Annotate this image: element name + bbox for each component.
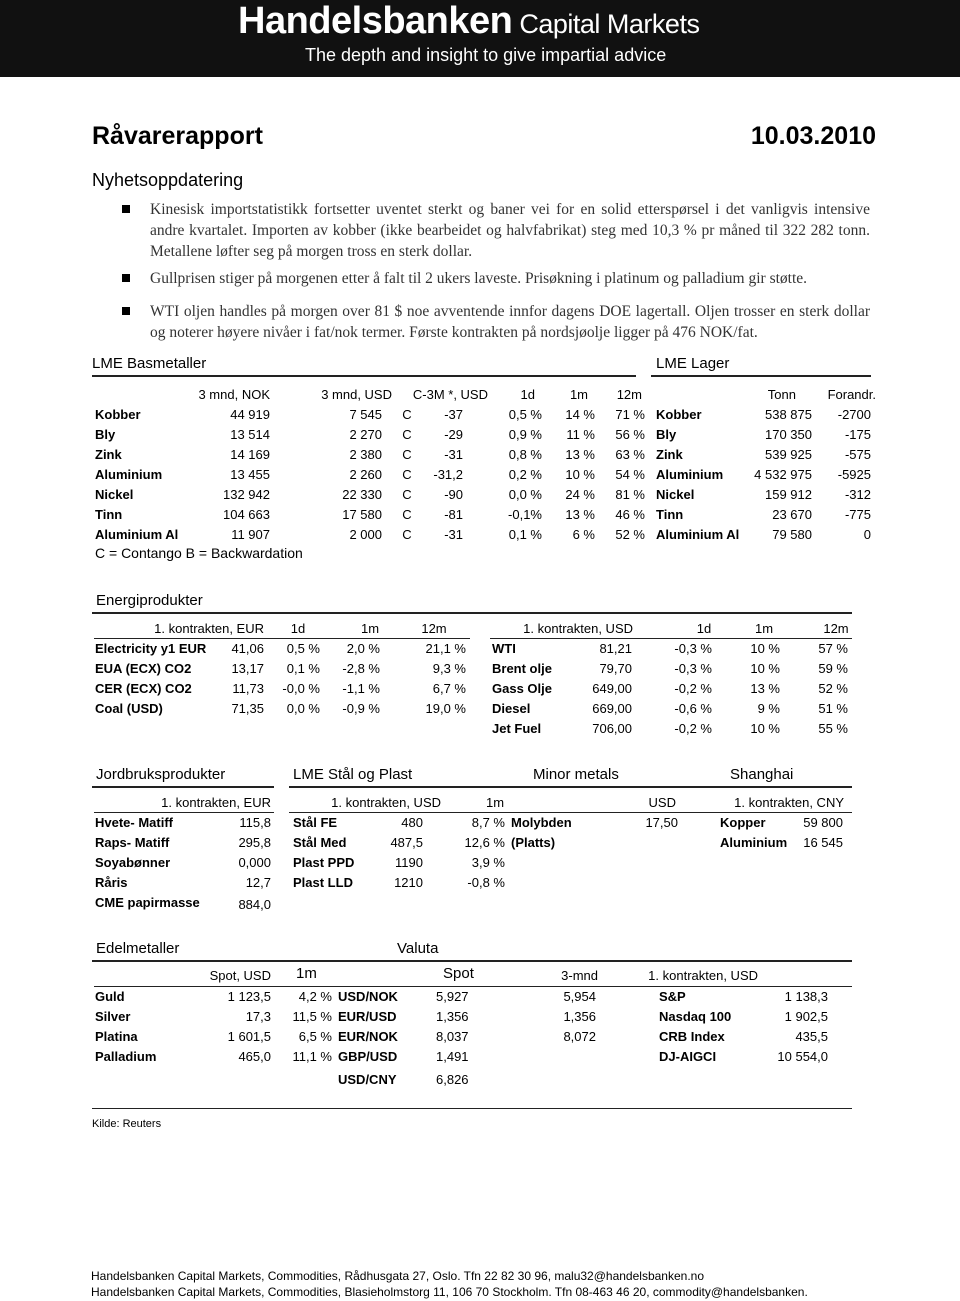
table-cell: 11 %: [566, 427, 595, 442]
table-cell: 5,927: [436, 989, 469, 1004]
table-cell: 59 800: [803, 815, 843, 830]
table-cell: 13 %: [750, 681, 780, 696]
col-header: 3 mnd, USD: [321, 387, 392, 402]
contango-note: C = Contango B = Backwardation: [95, 545, 303, 561]
bullet-icon: [122, 307, 130, 315]
table-cell: 24 %: [565, 487, 595, 502]
row-label: Stål Med: [293, 835, 347, 850]
row-label: Aluminium: [656, 467, 724, 482]
table-cell: 52 %: [818, 681, 848, 696]
table-cell: -29: [444, 427, 463, 442]
table-cell: -31: [444, 447, 463, 462]
row-label: Coal (USD): [95, 701, 163, 716]
table-cell: 1,491: [436, 1049, 469, 1064]
shanghai-title: Shanghai: [730, 766, 794, 783]
section-divider: [335, 960, 852, 962]
table-cell: 487,5: [390, 835, 423, 850]
table-cell: 159 912: [765, 487, 812, 502]
table-cell: -37: [444, 407, 463, 422]
col-header: 1m: [485, 795, 505, 810]
table-cell: -0,1%: [508, 507, 542, 522]
col-header: 1. kontrakten, USD: [523, 621, 633, 636]
row-label: Kopper: [720, 815, 766, 830]
table-cell: 0,5 %: [286, 641, 320, 656]
minor-title: Minor metals: [533, 766, 619, 783]
table-cell: 104 663: [223, 507, 270, 522]
table-cell: 63 %: [615, 447, 645, 462]
table-cell: 17,3: [245, 1009, 271, 1024]
report-date: 10.03.2010: [750, 122, 876, 150]
col-header: 1. kontrakten, USD: [648, 968, 758, 983]
footer-stockholm: Handelsbanken Capital Markets, Commodities, Blasieholmstorg 11, 106 70 Stockholm. Tfn 08-463 46 20, commodity@handelsbanken.: [91, 1285, 808, 1299]
table-cell: 1 601,5: [227, 1029, 271, 1044]
brand-name: Handelsbanken: [238, 0, 513, 42]
table-cell: 0,2 %: [508, 467, 542, 482]
table-cell: 7 545: [349, 407, 382, 422]
row-label: CRB Index: [659, 1029, 725, 1044]
table-cell: C: [402, 507, 412, 522]
col-header: 1m: [569, 387, 588, 402]
table-cell: 11,73: [232, 681, 264, 696]
table-cell: C: [402, 467, 412, 482]
table-cell: 10 554,0: [777, 1049, 828, 1064]
header-banner: [0, 0, 960, 77]
table-cell: 0,8 %: [508, 447, 542, 462]
col-header: 12m: [421, 621, 447, 636]
table-cell: C: [402, 527, 412, 542]
row-label: Aluminium: [720, 835, 788, 850]
source-note: Kilde: Reuters: [92, 1118, 162, 1130]
table-cell: -2700: [837, 407, 871, 422]
table-cell: 1190: [395, 855, 423, 870]
table-cell: 13 514: [230, 427, 270, 442]
bullet-icon: [122, 274, 130, 282]
table-cell: 2 270: [349, 427, 382, 442]
table-cell: 538 875: [765, 407, 812, 422]
table-cell: 9 %: [757, 701, 780, 716]
table-cell: 6 %: [572, 527, 595, 542]
table-cell: 132 942: [223, 487, 270, 502]
lme-lager-title: LME Lager: [656, 355, 730, 372]
table-cell: 79,70: [599, 661, 632, 676]
row-label: WTI: [492, 641, 516, 656]
table-cell: 8,7 %: [471, 815, 505, 830]
brand-logo: [238, 0, 699, 43]
table-cell: -5925: [837, 467, 871, 482]
row-label: Guld: [95, 989, 125, 1004]
table-cell: 295,8: [238, 835, 271, 850]
row-label: Kobber: [95, 407, 141, 422]
row-label: Hvete- Matiff: [95, 815, 174, 830]
col-header: 3-mnd: [561, 968, 598, 983]
row-label: (Platts): [511, 835, 556, 850]
table-cell: 13 %: [565, 447, 595, 462]
report-title: Råvarerapport: [92, 122, 263, 150]
row-label: Zink: [95, 447, 122, 462]
table-cell: 23 670: [772, 507, 812, 522]
row-label: Tinn: [95, 507, 123, 522]
table-cell: -0,6 %: [674, 701, 712, 716]
table-cell: 9,3 %: [432, 661, 466, 676]
section-divider: [289, 786, 852, 788]
table-cell: 12,6 %: [464, 835, 505, 850]
table-cell: 10 %: [750, 721, 780, 736]
row-label: Nickel: [95, 487, 134, 502]
table-cell: 0: [863, 527, 871, 542]
col-header: Tonn: [767, 387, 796, 402]
table-cell: 13 %: [565, 507, 595, 522]
table-cell: 0,9 %: [508, 427, 542, 442]
row-label: EUR/USD: [338, 1009, 397, 1024]
col-header: Forandr.: [827, 387, 876, 402]
table-cell: 8,072: [563, 1029, 596, 1044]
table-cell: C: [402, 427, 412, 442]
table-cell: 17 580: [342, 507, 382, 522]
table-cell: 5,954: [563, 989, 596, 1004]
table-cell: 1,356: [436, 1009, 469, 1024]
table-cell: 14 %: [565, 407, 595, 422]
table-cell: 8,037: [436, 1029, 469, 1044]
row-label: EUR/NOK: [338, 1029, 398, 1044]
row-label: Aluminium: [95, 467, 163, 482]
col-header: C-3M *, USD: [412, 387, 488, 402]
row-label: Nasdaq 100: [659, 1009, 732, 1024]
row-label: DJ-AIGCI: [659, 1049, 717, 1064]
row-label: CER (ECX) CO2: [95, 681, 192, 696]
row-label: Aluminium Al: [95, 527, 179, 542]
table-cell: 54 %: [615, 467, 645, 482]
table-cell: 1 902,5: [784, 1009, 828, 1024]
table-cell: -31,2: [433, 467, 463, 482]
stal-title: LME Stål og Plast: [293, 766, 413, 783]
row-label: USD/NOK: [338, 989, 398, 1004]
edel-title: Edelmetaller: [96, 940, 180, 957]
jordbruk-title: Jordbruksprodukter: [96, 766, 226, 783]
table-cell: 12,7: [245, 875, 271, 890]
row-label: Bly: [95, 427, 116, 442]
table-cell: 0,0 %: [508, 487, 542, 502]
brand-tagline: The depth and insight to give impartial advice: [305, 45, 667, 65]
row-label: Diesel: [492, 701, 531, 716]
table-cell: 2,0 %: [346, 641, 380, 656]
table-cell: 44 919: [230, 407, 270, 422]
bullet-icon: [122, 205, 130, 213]
table-cell: 57 %: [818, 641, 848, 656]
table-cell: 59 %: [818, 661, 848, 676]
lme-base-title: LME Basmetaller: [92, 355, 207, 372]
table-cell: 0,5 %: [508, 407, 542, 422]
row-label: EUA (ECX) CO2: [95, 661, 192, 676]
row-label: Plast LLD: [293, 875, 353, 890]
table-cell: 2 380: [349, 447, 382, 462]
section-divider: [92, 612, 852, 614]
table-cell: 51 %: [818, 701, 848, 716]
row-label: Tinn: [656, 507, 684, 522]
table-rule: [289, 812, 852, 813]
table-cell: 0,0 %: [286, 701, 320, 716]
table-cell: 884,0: [238, 897, 271, 912]
table-cell: 3,9 %: [471, 855, 505, 870]
row-label: Stål FE: [293, 815, 338, 830]
table-cell: 10 %: [750, 661, 780, 676]
row-label: CME papirmasse: [95, 895, 200, 910]
table-cell: 56 %: [615, 427, 645, 442]
row-label: Aluminium Al: [656, 527, 740, 542]
row-label: Jet Fuel: [492, 721, 542, 736]
table-cell: 11 907: [231, 527, 270, 542]
table-cell: 10 %: [750, 641, 780, 656]
table-cell: -1,1 %: [342, 681, 380, 696]
table-cell: 17,50: [645, 815, 678, 830]
table-cell: -0,0 %: [282, 681, 320, 696]
col-header: 1d: [520, 387, 535, 402]
table-cell: 19,0 %: [425, 701, 466, 716]
col-header: 1. kontrakten, EUR: [154, 621, 264, 636]
col-header: 1m: [296, 965, 317, 982]
table-cell: 2 000: [349, 527, 382, 542]
table-cell: -0,3 %: [674, 661, 712, 676]
table-cell: 0,1 %: [508, 527, 542, 542]
section-divider: [92, 1108, 852, 1109]
row-label: Silver: [95, 1009, 131, 1024]
news-item: Gullprisen stiger på morgenen etter å falt til 2 ukers laveste. Prisøkning i platinum og palladium gir støtte.: [150, 270, 808, 287]
col-header: 1. kontrakten, CNY: [734, 795, 844, 810]
table-cell: 465,0: [238, 1049, 271, 1064]
table-cell: C: [402, 407, 412, 422]
table-cell: 0,000: [238, 855, 271, 870]
brand-suffix: Capital Markets: [512, 9, 700, 39]
table-rule: [94, 638, 470, 639]
row-label: Soyabønner: [95, 855, 171, 870]
col-header: 1. kontrakten, USD: [331, 795, 441, 810]
table-cell: 11,1 %: [292, 1049, 332, 1064]
table-rule: [490, 638, 852, 639]
row-label: Palladium: [95, 1049, 157, 1064]
table-cell: 13 455: [230, 467, 270, 482]
table-cell: -2,8 %: [342, 661, 380, 676]
row-label: Gass Olje: [492, 681, 552, 696]
table-cell: -0,2 %: [674, 721, 712, 736]
table-rule: [94, 986, 852, 987]
table-cell: 16 545: [803, 835, 843, 850]
table-cell: -31: [444, 527, 463, 542]
section-divider: [92, 375, 636, 377]
row-label: Brent olje: [492, 661, 552, 676]
table-cell: 21,1 %: [425, 641, 466, 656]
table-cell: 79 580: [772, 527, 812, 542]
section-divider: [92, 786, 274, 788]
valuta-title: Valuta: [397, 940, 439, 957]
row-label: Kobber: [656, 407, 702, 422]
news-item: Kinesisk importstatistikk fortsetter uventet sterkt og baner vei for en solid etterspørsel i det vanligvis intensive andre kvartalet. Importen av kobber (ikke bearbeidet og halvfabrikat) steg med 10,3 % pr måned til 322 282 tonn. Metallene løfter seg på morgen tross en sterk dollar.: [150, 201, 870, 260]
row-label: Platina: [95, 1029, 138, 1044]
table-cell: 669,00: [592, 701, 632, 716]
table-cell: 11,5 %: [292, 1009, 332, 1024]
row-label: Molybden: [511, 815, 572, 830]
row-label: Plast PPD: [293, 855, 355, 870]
table-cell: 1210: [394, 875, 423, 890]
table-cell: 22 330: [342, 487, 382, 502]
table-cell: C: [402, 447, 412, 462]
table-cell: -0,9 %: [342, 701, 380, 716]
row-label: Zink: [656, 447, 683, 462]
table-cell: 71,35: [231, 701, 264, 716]
table-cell: 6,5 %: [298, 1029, 332, 1044]
col-header: 1m: [360, 621, 380, 636]
section-divider: [92, 960, 336, 962]
table-cell: 52 %: [615, 527, 645, 542]
table-cell: 539 925: [765, 447, 812, 462]
energi-title: Energiprodukter: [96, 592, 203, 609]
table-cell: -81: [444, 507, 463, 522]
table-cell: -0,8 %: [467, 875, 505, 890]
table-cell: 81 %: [615, 487, 645, 502]
row-label: Nickel: [656, 487, 695, 502]
table-cell: 435,5: [795, 1029, 828, 1044]
table-cell: 706,00: [592, 721, 632, 736]
table-cell: 2 260: [349, 467, 382, 482]
table-cell: 41,06: [231, 641, 264, 656]
table-cell: 55 %: [818, 721, 848, 736]
row-label: S&P: [659, 989, 686, 1004]
row-label: Raps- Matiff: [95, 835, 170, 850]
table-cell: 14 169: [230, 447, 270, 462]
table-cell: 1 123,5: [227, 989, 271, 1004]
table-cell: 480: [401, 815, 423, 830]
col-header: USD: [648, 795, 676, 810]
table-cell: -0,3 %: [674, 641, 712, 656]
table-cell: -775: [844, 507, 871, 522]
col-header: 1d: [290, 621, 306, 636]
table-cell: -90: [444, 487, 463, 502]
table-cell: 4,2 %: [298, 989, 332, 1004]
footer-oslo: Handelsbanken Capital Markets, Commodities, Rådhusgata 27, Oslo. Tfn 22 82 30 96, malu32@handelsbanken.no: [91, 1269, 704, 1283]
table-cell: 1 138,3: [784, 989, 828, 1004]
table-cell: -0,2 %: [674, 681, 712, 696]
row-label: Electricity y1 EUR: [95, 641, 207, 656]
col-header: Spot, USD: [209, 968, 271, 983]
table-cell: 0,1 %: [286, 661, 320, 676]
table-cell: 115,8: [239, 815, 271, 830]
table-cell: 170 350: [765, 427, 812, 442]
table-cell: -575: [844, 447, 871, 462]
table-cell: -175: [844, 427, 871, 442]
col-header: 1m: [754, 621, 774, 636]
table-cell: 6,826: [436, 1072, 469, 1087]
col-header: 3 mnd, NOK: [198, 387, 270, 402]
col-header: 12m: [823, 621, 849, 636]
row-label: GBP/USD: [338, 1049, 398, 1064]
col-header: Spot: [443, 965, 474, 982]
news-item: WTI oljen handles på morgen over 81 $ noe avventende innfor dagens DOE lagertall. Oljen trosser en sterk dollar og noterer høyere nivåer i fat/nok termer. Første kontrakten på nordsjøolje ligger på 476 NOK/fat.: [150, 303, 870, 341]
table-cell: 1,356: [563, 1009, 596, 1024]
table-cell: C: [402, 487, 412, 502]
table-cell: 649,00: [592, 681, 632, 696]
table-cell: 71 %: [615, 407, 645, 422]
col-header: 12m: [616, 387, 642, 402]
table-cell: 13,17: [231, 661, 264, 676]
table-rule: [94, 812, 274, 813]
table-cell: -312: [844, 487, 871, 502]
table-cell: 46 %: [615, 507, 645, 522]
col-header: 1d: [696, 621, 712, 636]
table-cell: 4 532 975: [754, 467, 812, 482]
table-cell: 6,7 %: [432, 681, 466, 696]
section-divider: [651, 375, 871, 377]
row-label: Bly: [656, 427, 677, 442]
row-label: Råris: [95, 875, 128, 890]
table-cell: 81,21: [599, 641, 632, 656]
table-cell: 10 %: [565, 467, 595, 482]
news-heading: Nyhetsoppdatering: [92, 170, 244, 190]
col-header: 1. kontrakten, EUR: [161, 795, 271, 810]
row-label: USD/CNY: [338, 1072, 397, 1087]
